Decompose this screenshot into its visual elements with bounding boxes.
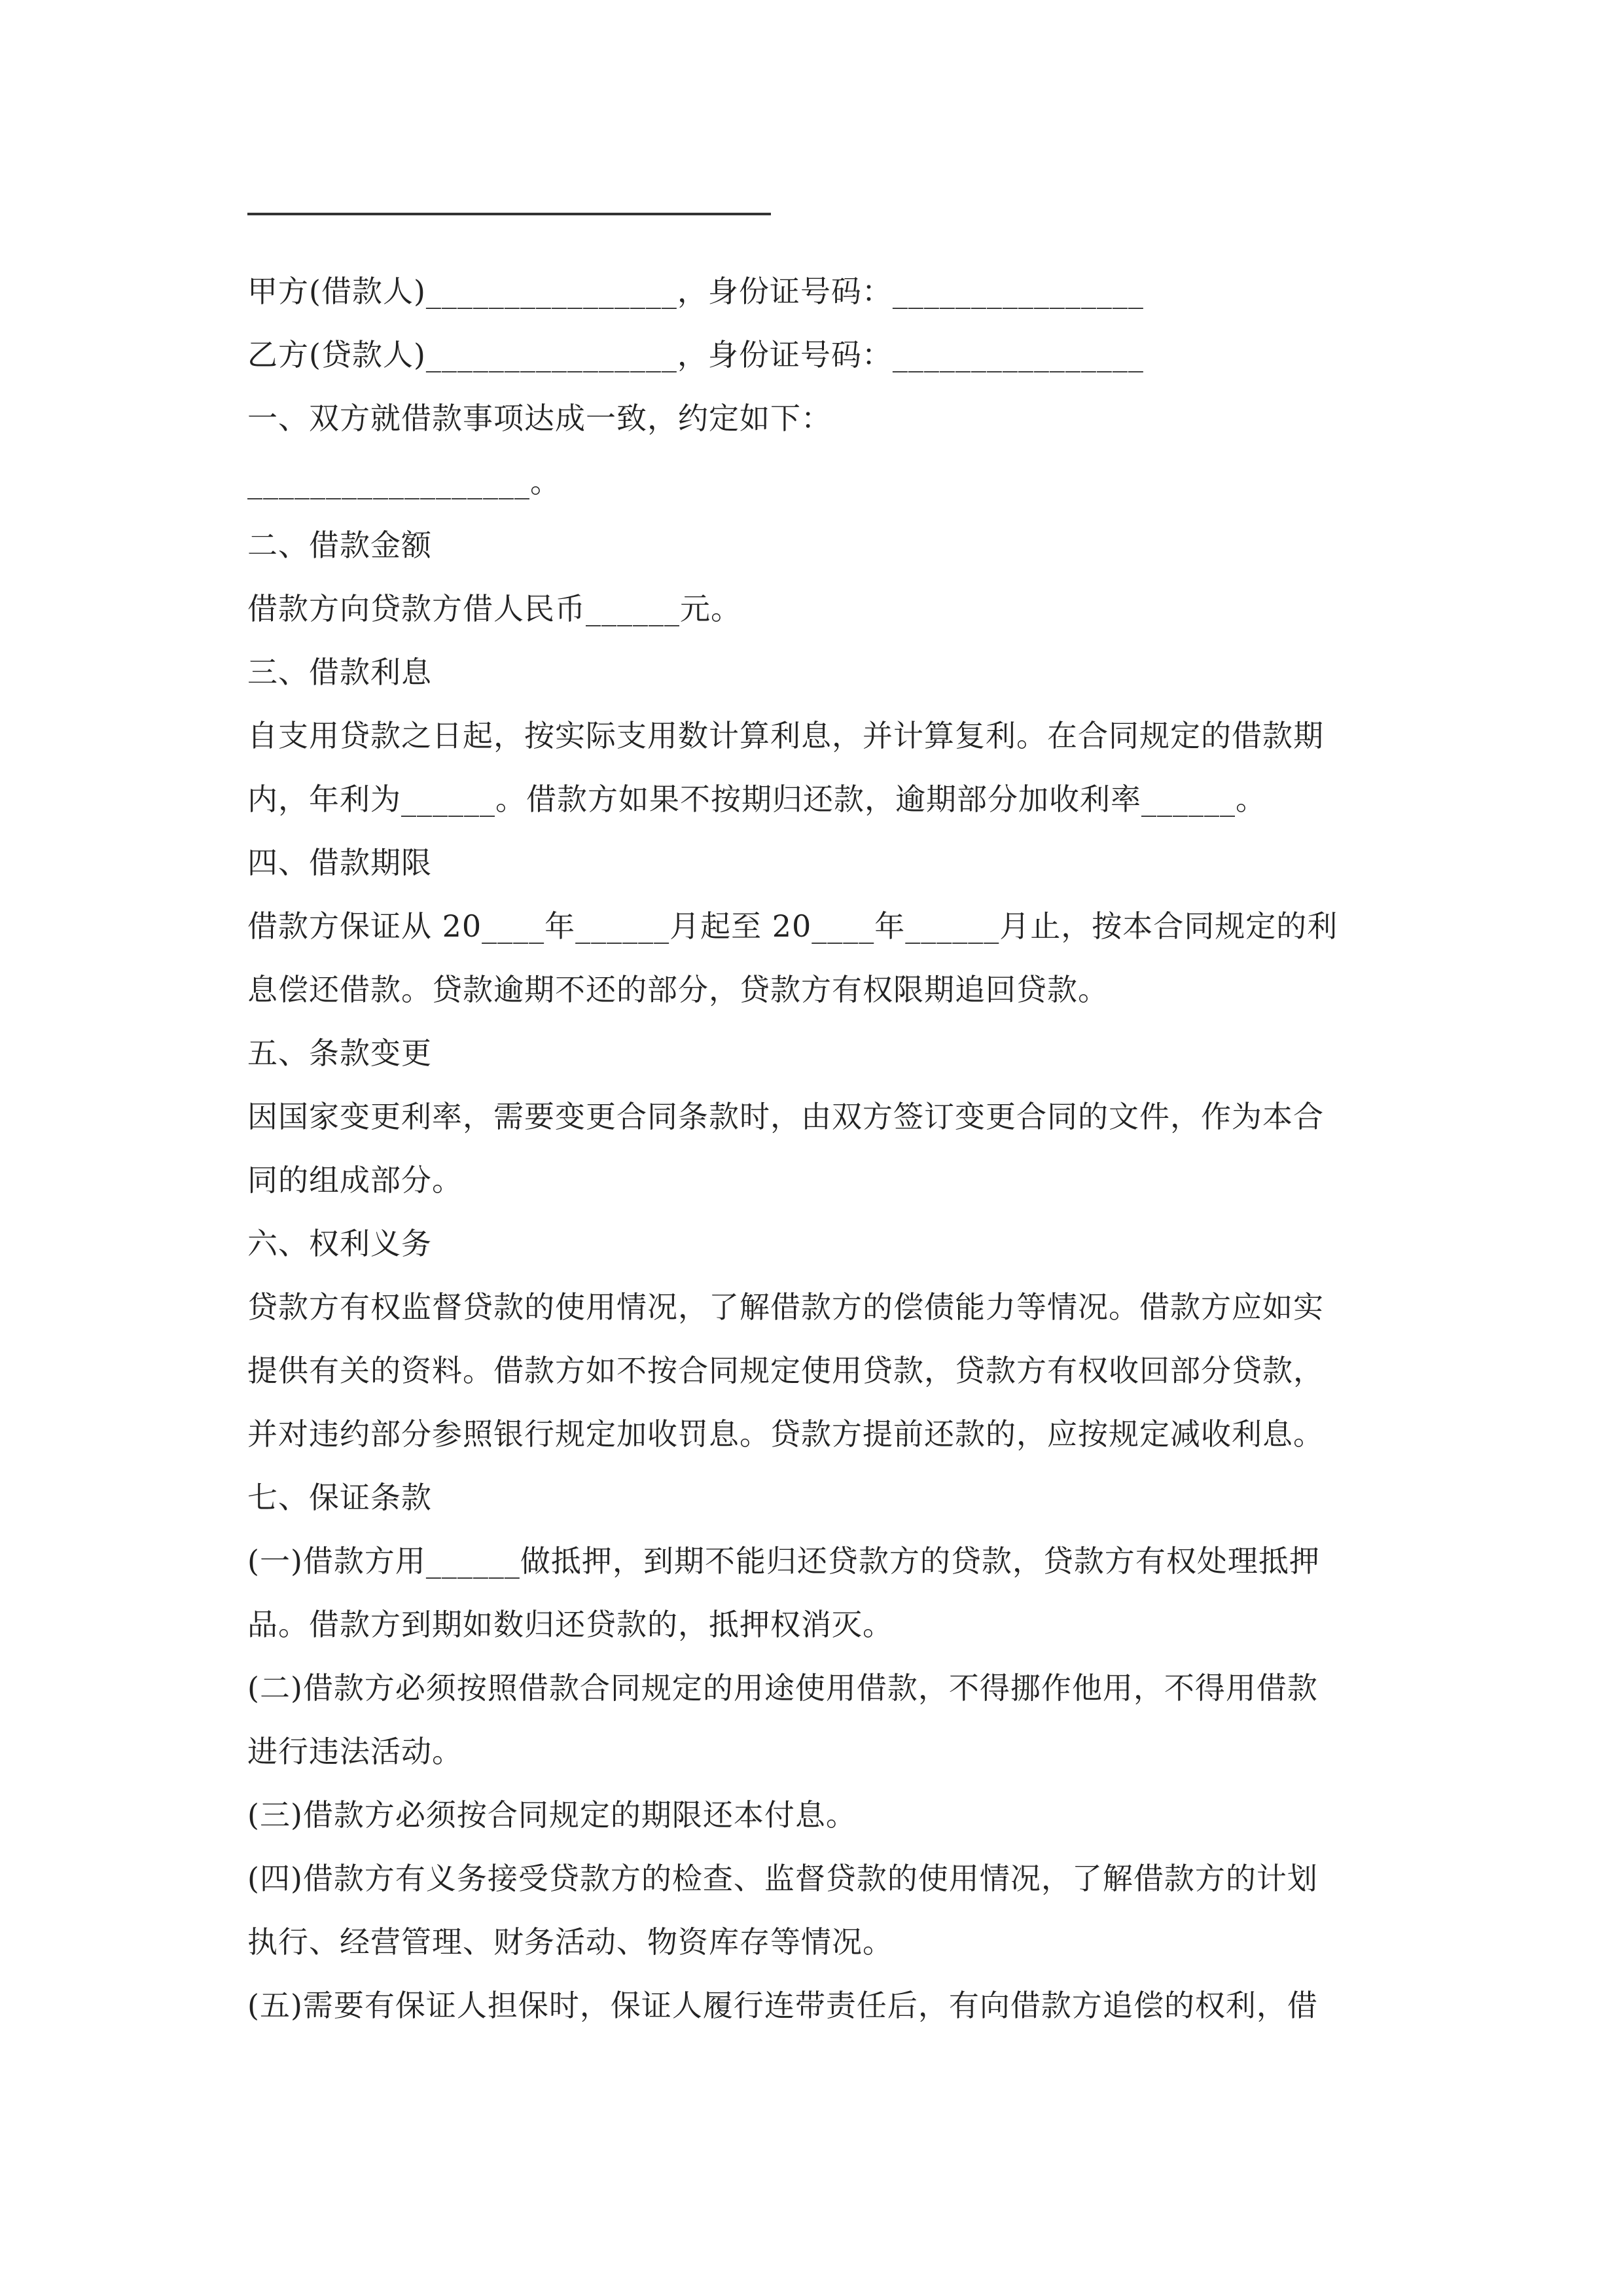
clause-2-text-2: 进行违法活动。 xyxy=(247,1734,463,1769)
clause-2-text-1: (二)借款方必须按照借款合同规定的用途使用借款，不得挪作他用，不得用借款 xyxy=(247,1670,1318,1706)
clause-3-text: (三)借款方必须按合同规定的期限还本付息。 xyxy=(247,1797,857,1833)
section-6-text-1: 贷款方有权监督贷款的使用情况，了解借款方的偿债能力等情况。借款方应如实 xyxy=(247,1289,1324,1325)
clause-5-text-1: (五)需要有保证人担保时，保证人履行连带责任后，有向借款方追偿的权利，借 xyxy=(247,1988,1318,2023)
party-a-line: 甲方(借款人)________________，身份证号码：________________ xyxy=(247,274,1144,309)
top-rule xyxy=(247,213,771,215)
section-4-text-2: 息偿还借款。贷款逾期不还的部分，贷款方有权限期追回贷款。 xyxy=(247,972,1109,1007)
section-1-heading: 一、双方就借款事项达成一致，约定如下： xyxy=(247,401,832,436)
clause-1-text-1: (一)借款方用______做抵押，到期不能归还贷款方的贷款，贷款方有权处理抵押 xyxy=(247,1543,1320,1579)
section-6-heading: 六、权利义务 xyxy=(247,1226,432,1261)
section-3-text-2: 内，年利为______。借款方如果不按期归还款，逾期部分加收利率______。 xyxy=(247,781,1266,817)
section-1-blank: __________________。 xyxy=(247,464,561,499)
section-6-text-2: 提供有关的资料。借款方如不按合同规定使用贷款，贷款方有权收回部分贷款， xyxy=(247,1353,1324,1388)
section-4-text-1: 借款方保证从 20____年______月起至 20____年______月止，按本合同规定的利 xyxy=(247,908,1338,944)
section-3-text-1: 自支用贷款之日起，按实际支用数计算利息，并计算复利。在合同规定的借款期 xyxy=(247,718,1324,753)
section-2-text: 借款方向贷款方借人民币______元。 xyxy=(247,591,741,626)
section-5-text-1: 因国家变更利率，需要变更合同条款时，由双方签订变更合同的文件，作为本合 xyxy=(247,1099,1324,1134)
section-3-heading: 三、借款利息 xyxy=(247,655,432,690)
section-5-text-2: 同的组成部分。 xyxy=(247,1162,463,1198)
section-2-heading: 二、借款金额 xyxy=(247,528,432,563)
section-4-heading: 四、借款期限 xyxy=(247,845,432,880)
section-5-heading: 五、条款变更 xyxy=(247,1035,432,1071)
section-6-text-3: 并对违约部分参照银行规定加收罚息。贷款方提前还款的，应按规定减收利息。 xyxy=(247,1416,1324,1452)
clause-4-text-2: 执行、经营管理、财务活动、物资库存等情况。 xyxy=(247,1924,893,1960)
party-b-line: 乙方(贷款人)________________，身份证号码：________________ xyxy=(247,337,1144,372)
section-7-heading: 七、保证条款 xyxy=(247,1480,432,1515)
clause-1-text-2: 品。借款方到期如数归还贷款的，抵押权消灭。 xyxy=(247,1607,893,1642)
clause-4-text-1: (四)借款方有义务接受贷款方的检查、监督贷款的使用情况，了解借款方的计划 xyxy=(247,1861,1318,1896)
